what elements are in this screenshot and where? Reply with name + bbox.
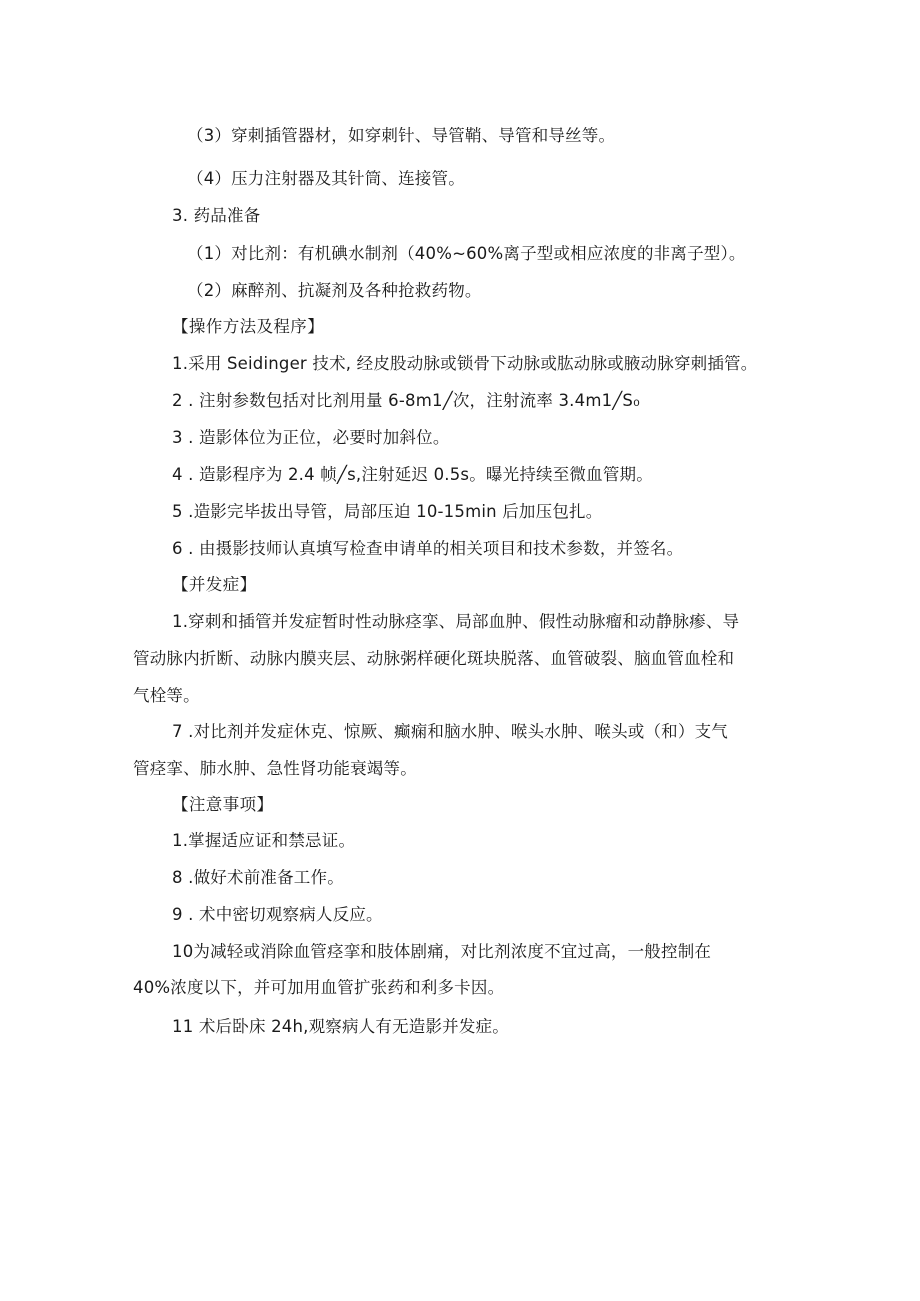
procedure-step-1: 1.采用 Seidinger 技术, 经皮股动脉或锁骨下动脉或肱动脉或腋动脉穿刺插管。 <box>172 354 758 373</box>
procedure-step-5: 5 .造影完毕拔出导管，局部压迫 10-15min 后加压包扎。 <box>172 502 603 521</box>
drug-item-2: （2）麻醉剂、抗凝剂及各种抢救药物。 <box>187 281 482 300</box>
procedure-step-6: 6 . 由摄影技师认真填写检查申请单的相关项目和技术参数，并签名。 <box>172 539 684 558</box>
complication-1-line-3: 气栓等。 <box>133 686 200 705</box>
precaution-9: 9 . 术中密切观察病人反应。 <box>172 905 383 924</box>
complication-1-line-2: 管动脉内折断、动脉内膜夹层、动脉粥样硬化斑块脱落、血管破裂、脑血管血栓和 <box>133 649 735 668</box>
heading-complications: 【并发症】 <box>172 575 257 594</box>
precaution-10-line-2: 40%浓度以下，并可加用血管扩张药和利多卡因。 <box>133 978 505 997</box>
precaution-10-line-1: 10为减轻或消除血管痉挛和肢体剧痛，对比剂浓度不宜过高，一般控制在 <box>172 942 712 961</box>
section-drug-preparation: 3. 药品准备 <box>172 206 261 225</box>
procedure-step-3: 3 . 造影体位为正位，必要时加斜位。 <box>172 428 450 447</box>
complication-1-line-1: 1.穿刺和插管并发症暂时性动脉痉挛、局部血肿、假性动脉瘤和动静脉瘆、导 <box>172 612 740 631</box>
procedure-step-2: 2 . 注射参数包括对比剂用量 6-8m1╱次，注射流率 3.4m1╱S₀ <box>172 391 640 410</box>
procedure-step-4: 4 . 造影程序为 2.4 帧╱s,注射延迟 0.5s。曝光持续至微血管期。 <box>172 465 653 484</box>
heading-precautions: 【注意事项】 <box>172 795 274 814</box>
equipment-item-4: （4）压力注射器及其针筒、连接管。 <box>187 169 465 188</box>
complication-7-line-2: 管痉挛、肺水肿、急性肾功能衰竭等。 <box>133 759 417 778</box>
drug-item-1: （1）对比剂：有机碘水制剂（40%~60%离子型或相应浓度的非离子型）。 <box>187 244 746 263</box>
precaution-11: 11 术后卧床 24h,观察病人有无造影并发症。 <box>172 1017 509 1036</box>
equipment-item-3: （3）穿刺插管器材，如穿刺针、导管鞘、导管和导丝等。 <box>187 126 616 145</box>
precaution-1: 1.掌握适应证和禁忌证。 <box>172 831 356 850</box>
complication-7-line-1: 7 .对比剂并发症休克、惊厥、癫痫和脑水肿、喉头水肿、喉头或（和）支气 <box>172 722 728 741</box>
heading-procedure: 【操作方法及程序】 <box>172 317 325 336</box>
precaution-8: 8 .做好术前准备工作。 <box>172 868 344 887</box>
